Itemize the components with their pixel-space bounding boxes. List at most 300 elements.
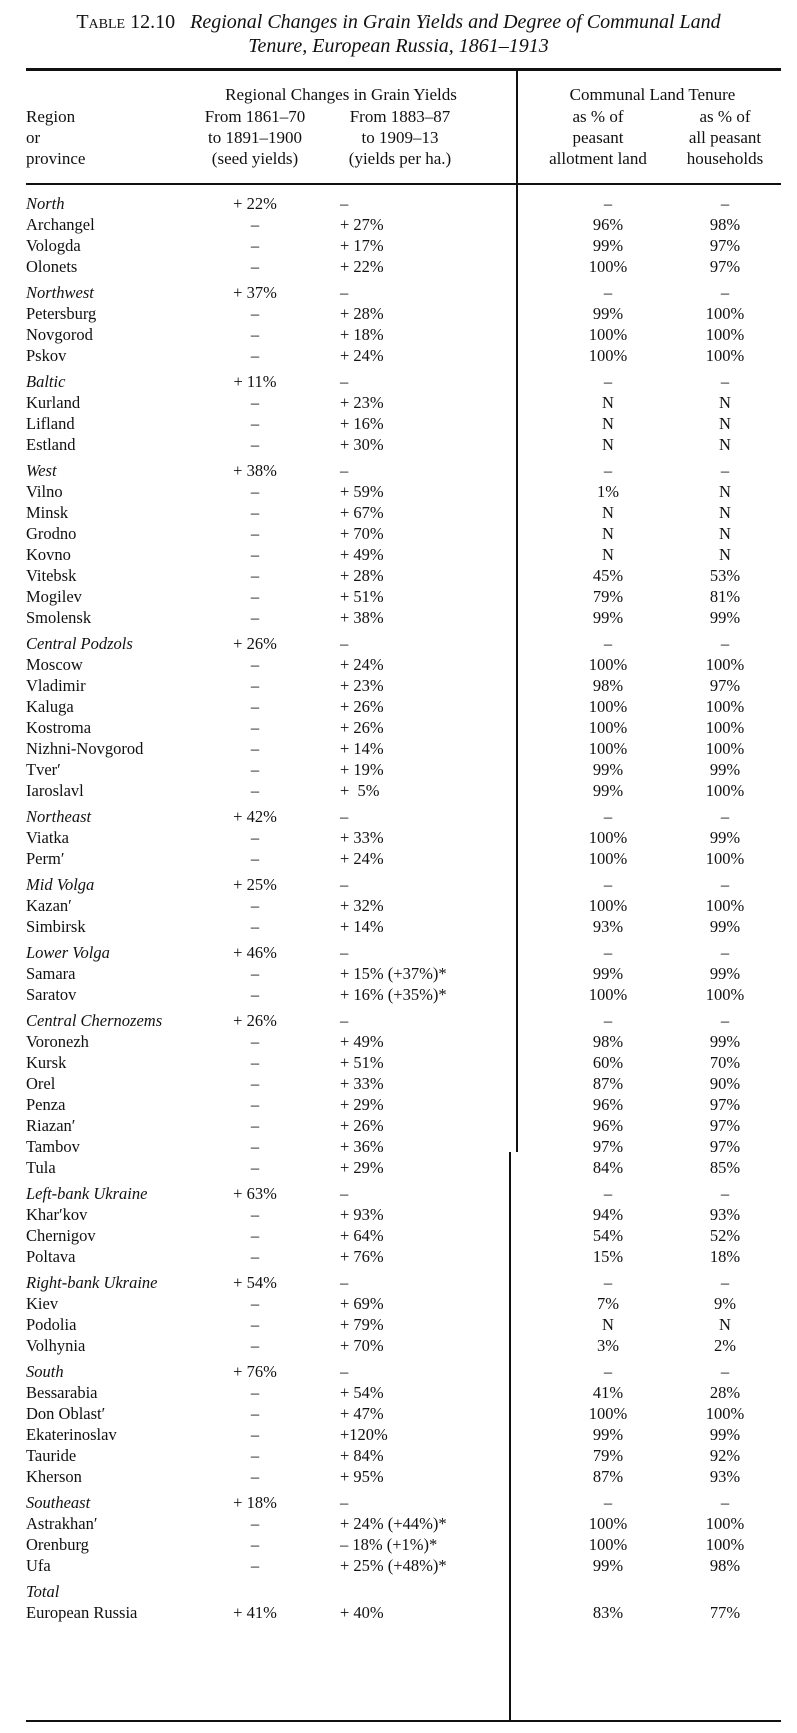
pct-land-cell: 7%	[597, 1294, 619, 1313]
yield-1883-cell: – 18% (+1%)*	[340, 1535, 438, 1554]
yield-1861-cell: + 42%	[233, 807, 277, 826]
pct-households-cell: N	[719, 524, 731, 543]
yield-1861-cell: –	[250, 304, 260, 323]
yield-1861-cell: –	[250, 1032, 260, 1051]
yield-1883-cell: –	[340, 194, 349, 213]
group-header-tenure: Communal Land Tenure	[569, 85, 736, 104]
yield-1861-cell: –	[250, 985, 260, 1004]
pct-land-cell: 96%	[592, 1095, 624, 1114]
yield-1861-cell: –	[250, 1315, 260, 1334]
yield-1883-cell: + 76%	[340, 1247, 384, 1266]
col-header-pct-households: as % of all peasant households	[686, 107, 764, 168]
pct-land-cell: 100%	[588, 1514, 628, 1533]
pct-households-cell: 100%	[705, 739, 745, 758]
pct-households-cell: N	[719, 435, 731, 454]
pct-households-cell: –	[720, 1362, 730, 1381]
yield-1883-cell: + 29%	[340, 1095, 384, 1114]
pct-households-cell: –	[720, 875, 730, 894]
yield-1861-cell: –	[250, 849, 260, 868]
row-name: Estland	[26, 435, 76, 454]
yield-1883-cell: + 27%	[340, 215, 384, 234]
yield-1883-cell: –	[340, 1493, 349, 1512]
row-name: Pskov	[26, 346, 67, 365]
pct-households-cell: 100%	[705, 1404, 745, 1423]
pct-land-cell: –	[603, 1184, 613, 1203]
region-group-row	[0, 1272, 797, 1293]
province-row	[0, 1246, 797, 1267]
pct-households-cell: 100%	[705, 1514, 745, 1533]
pct-households-cell: 99%	[709, 760, 741, 779]
yield-1861-cell: –	[250, 1053, 260, 1072]
yield-1861-cell: –	[250, 1535, 260, 1554]
pct-households-cell: –	[720, 807, 730, 826]
row-name: Tver′	[26, 760, 61, 779]
row-name: Orel	[26, 1074, 56, 1093]
yield-1861-cell: –	[250, 1294, 260, 1313]
row-name: Poltava	[26, 1247, 76, 1266]
row-name: Right-bank Ukraine	[26, 1273, 158, 1292]
yield-1883-cell: + 14%	[340, 739, 384, 758]
pct-land-cell: 99%	[592, 1556, 624, 1575]
yield-1861-cell: –	[250, 346, 260, 365]
province-row	[0, 1115, 797, 1136]
row-name: Smolensk	[26, 608, 92, 627]
pct-land-cell: N	[602, 503, 614, 522]
yield-1861-cell: –	[250, 964, 260, 983]
bottom-rule	[26, 1720, 781, 1722]
row-name: Penza	[26, 1095, 66, 1114]
pct-land-cell: –	[603, 1273, 613, 1292]
pct-households-cell: 100%	[705, 718, 745, 737]
yield-1883-cell: + 47%	[340, 1404, 384, 1423]
pct-land-cell: –	[603, 943, 613, 962]
row-name: Podolia	[26, 1315, 77, 1334]
row-name: Lifland	[26, 414, 75, 433]
pct-households-cell: –	[720, 283, 730, 302]
pct-households-cell: 53%	[709, 566, 741, 585]
province-row	[0, 1073, 797, 1094]
province-row	[0, 565, 797, 586]
yield-1861-cell: –	[250, 482, 260, 501]
yield-1861-cell: –	[250, 1404, 260, 1423]
province-row	[0, 759, 797, 780]
pct-land-cell: 96%	[592, 1116, 624, 1135]
yield-1883-cell: + 14%	[340, 917, 384, 936]
yield-1883-cell: + 26%	[340, 1116, 384, 1135]
pct-households-cell: 100%	[705, 325, 745, 344]
yield-1861-cell: –	[250, 1556, 260, 1575]
yield-1883-cell: + 33%	[340, 1074, 384, 1093]
province-row	[0, 413, 797, 434]
yield-1883-cell: + 33%	[340, 828, 384, 847]
yield-1883-cell: –	[340, 1011, 349, 1030]
province-row	[0, 1403, 797, 1424]
yield-1883-cell: + 26%	[340, 718, 384, 737]
yield-1883-cell: + 49%	[340, 545, 384, 564]
yield-1861-cell: –	[250, 257, 260, 276]
row-name: Volhynia	[26, 1336, 86, 1355]
row-name: Voronezh	[26, 1032, 89, 1051]
pct-land-cell: 1%	[597, 482, 619, 501]
pct-land-cell: 83%	[592, 1603, 624, 1622]
yield-1883-cell: + 5%	[340, 781, 380, 800]
col-header-yield-1883: From 1883–87 to 1909–13 (yields per ha.)	[348, 107, 452, 168]
pct-land-cell: 41%	[592, 1383, 624, 1402]
pct-land-cell: 98%	[592, 676, 624, 695]
province-row	[0, 392, 797, 413]
province-row	[0, 984, 797, 1005]
pct-land-cell: 100%	[588, 896, 628, 915]
pct-households-cell: 100%	[705, 697, 745, 716]
yield-1883-cell: + 29%	[340, 1158, 384, 1177]
pct-households-cell: 97%	[709, 1095, 741, 1114]
pct-land-cell: 100%	[588, 655, 628, 674]
pct-land-cell: 100%	[588, 346, 628, 365]
row-name: Left-bank Ukraine	[26, 1184, 148, 1203]
yield-1861-cell: –	[250, 1247, 260, 1266]
pct-households-cell: 98%	[709, 1556, 741, 1575]
row-name: Kursk	[26, 1053, 67, 1072]
yield-1861-cell: –	[250, 1095, 260, 1114]
pct-land-cell: 100%	[588, 325, 628, 344]
row-name: Novgorod	[26, 325, 93, 344]
pct-households-cell: 97%	[709, 676, 741, 695]
row-name: Total	[26, 1582, 60, 1601]
region-group-row	[0, 1361, 797, 1382]
row-name: Ekaterinoslav	[26, 1425, 117, 1444]
pct-households-cell: 93%	[709, 1205, 741, 1224]
yield-1883-cell: –	[340, 1273, 349, 1292]
pct-land-cell: 100%	[588, 828, 628, 847]
row-name: Vitebsk	[26, 566, 77, 585]
yield-1861-cell: + 63%	[233, 1184, 277, 1203]
pct-land-cell: N	[602, 1315, 614, 1334]
pct-land-cell: 96%	[592, 215, 624, 234]
province-row	[0, 916, 797, 937]
yield-1861-cell: –	[250, 1383, 260, 1402]
row-name: Northwest	[26, 283, 94, 302]
yield-1861-cell: + 26%	[233, 1011, 277, 1030]
row-name: Don Oblast′	[26, 1404, 106, 1423]
yield-1883-cell: + 24% (+44%)*	[340, 1514, 447, 1533]
yield-1883-cell: + 24%	[340, 849, 384, 868]
yield-1861-cell: –	[250, 655, 260, 674]
pct-households-cell: 77%	[709, 1603, 741, 1622]
pct-households-cell: 98%	[709, 215, 741, 234]
pct-land-cell: –	[603, 875, 613, 894]
row-name: Tauride	[26, 1446, 77, 1465]
region-group-row	[0, 942, 797, 963]
row-name: Northeast	[26, 807, 92, 826]
row-name: Ufa	[26, 1556, 51, 1575]
row-name: Southeast	[26, 1493, 91, 1512]
pct-households-cell: 28%	[709, 1383, 741, 1402]
pct-households-cell: 81%	[709, 587, 741, 606]
province-row	[0, 607, 797, 628]
province-row	[0, 1052, 797, 1073]
yield-1861-cell: + 37%	[233, 283, 277, 302]
province-row	[0, 1314, 797, 1335]
title-line-1: Regional Changes in Grain Yields and Degree of Communal Land	[190, 11, 721, 33]
yield-1861-cell: –	[250, 739, 260, 758]
region-group-row	[0, 1183, 797, 1204]
yield-1861-cell: –	[250, 215, 260, 234]
row-name: Archangel	[26, 215, 95, 234]
row-name: Kaluga	[26, 697, 74, 716]
province-row	[0, 1445, 797, 1466]
province-row	[0, 780, 797, 801]
yield-1861-cell: –	[250, 697, 260, 716]
yield-1883-cell: + 64%	[340, 1226, 384, 1245]
pct-land-cell: 100%	[588, 985, 628, 1004]
province-row	[0, 586, 797, 607]
pct-households-cell: N	[719, 1315, 731, 1334]
header-rule	[26, 183, 781, 185]
pct-households-cell: 97%	[709, 1137, 741, 1156]
province-row	[0, 1157, 797, 1178]
yield-1861-cell: –	[250, 1137, 260, 1156]
yield-1861-cell: –	[250, 545, 260, 564]
yield-1883-cell: –	[340, 634, 349, 653]
yield-1861-cell: –	[250, 587, 260, 606]
yield-1883-cell: + 16%	[340, 414, 384, 433]
yield-1883-cell: + 93%	[340, 1205, 384, 1224]
row-name: Chernigov	[26, 1226, 96, 1245]
row-name: Petersburg	[26, 304, 97, 323]
yield-1883-cell: + 51%	[340, 587, 384, 606]
yield-1883-cell: + 79%	[340, 1315, 384, 1334]
row-name: European Russia	[26, 1603, 138, 1622]
province-row	[0, 235, 797, 256]
row-name: North	[26, 194, 65, 213]
yield-1883-cell: + 70%	[340, 524, 384, 543]
row-name: Kherson	[26, 1467, 82, 1486]
yield-1883-cell: + 54%	[340, 1383, 384, 1402]
yield-1883-cell: + 25% (+48%)*	[340, 1556, 447, 1575]
yield-1883-cell: + 15% (+37%)*	[340, 964, 447, 983]
row-name: Mogilev	[26, 587, 82, 606]
pct-land-cell: 87%	[592, 1467, 624, 1486]
row-name: Astrakhan′	[26, 1514, 98, 1533]
row-name: Central Chernozems	[26, 1011, 163, 1030]
region-group-row	[0, 371, 797, 392]
pct-land-cell: 98%	[592, 1032, 624, 1051]
province-row	[0, 214, 797, 235]
row-name: Kurland	[26, 393, 81, 412]
yield-1861-cell: –	[250, 236, 260, 255]
province-row	[0, 848, 797, 869]
pct-land-cell: 99%	[592, 964, 624, 983]
province-row	[0, 696, 797, 717]
province-row	[0, 324, 797, 345]
yield-1883-cell: + 24%	[340, 346, 384, 365]
row-name: Olonets	[26, 257, 78, 276]
yield-1861-cell: –	[250, 828, 260, 847]
yield-1861-cell: + 18%	[233, 1493, 277, 1512]
row-name: Baltic	[26, 372, 66, 391]
pct-households-cell: 2%	[714, 1336, 736, 1355]
yield-1861-cell: + 46%	[233, 943, 277, 962]
yield-1861-cell: –	[250, 1446, 260, 1465]
yield-1861-cell: + 25%	[233, 875, 277, 894]
row-name: Vologda	[26, 236, 81, 255]
pct-households-cell: 100%	[705, 781, 745, 800]
yield-1883-cell: + 36%	[340, 1137, 384, 1156]
pct-households-cell: –	[720, 372, 730, 391]
pct-land-cell: N	[602, 545, 614, 564]
yield-1883-cell: + 23%	[340, 393, 384, 412]
yield-1861-cell: –	[250, 393, 260, 412]
pct-land-cell: 100%	[588, 257, 628, 276]
yield-1861-cell: –	[250, 718, 260, 737]
group-header-yields: Regional Changes in Grain Yields	[225, 85, 457, 104]
pct-land-cell: 94%	[592, 1205, 624, 1224]
yield-1883-cell: –	[340, 1184, 349, 1203]
province-row	[0, 434, 797, 455]
pct-households-cell: 100%	[705, 346, 745, 365]
yield-1861-cell: + 11%	[233, 372, 277, 391]
yield-1883-cell: + 51%	[340, 1053, 384, 1072]
province-row	[0, 1424, 797, 1445]
pct-households-cell: –	[720, 194, 730, 213]
yield-1861-cell: + 41%	[233, 1603, 277, 1622]
pct-households-cell: 99%	[709, 964, 741, 983]
yield-1883-cell: + 30%	[340, 435, 384, 454]
yield-1861-cell: –	[250, 414, 260, 433]
yield-1861-cell: –	[250, 781, 260, 800]
pct-households-cell: 85%	[709, 1158, 741, 1177]
pct-households-cell: N	[719, 393, 731, 412]
province-row	[0, 654, 797, 675]
row-name: Grodno	[26, 524, 77, 543]
yield-1861-cell: –	[250, 676, 260, 695]
province-row	[0, 1204, 797, 1225]
pct-land-cell: 100%	[588, 849, 628, 868]
yield-1861-cell: + 38%	[233, 461, 277, 480]
pct-households-cell: 18%	[709, 1247, 741, 1266]
pct-households-cell: 70%	[709, 1053, 741, 1072]
yield-1883-cell: –	[340, 875, 349, 894]
yield-1861-cell: –	[250, 325, 260, 344]
pct-households-cell: N	[719, 414, 731, 433]
pct-land-cell: –	[603, 807, 613, 826]
col-header-yield-1861: From 1861–70 to 1891–1900 (seed yields)	[204, 107, 306, 168]
yield-1883-cell: + 24%	[340, 655, 384, 674]
row-name: Bessarabia	[26, 1383, 98, 1402]
province-row	[0, 502, 797, 523]
province-row	[0, 1534, 797, 1555]
province-row	[0, 1466, 797, 1487]
yield-1883-cell: + 17%	[340, 236, 384, 255]
row-name: Moscow	[26, 655, 83, 674]
pct-land-cell: N	[602, 524, 614, 543]
row-name: Nizhni-Novgorod	[26, 739, 144, 758]
yield-1861-cell: + 76%	[233, 1362, 277, 1381]
pct-land-cell: 54%	[592, 1226, 624, 1245]
pct-land-cell: 99%	[592, 1425, 624, 1444]
table-label: Table 12.10	[76, 11, 176, 33]
pct-land-cell: 79%	[592, 1446, 624, 1465]
yield-1883-cell: + 49%	[340, 1032, 384, 1051]
yield-1883-cell: –	[340, 461, 349, 480]
yield-1861-cell: –	[250, 1074, 260, 1093]
pct-land-cell: 99%	[592, 760, 624, 779]
province-row	[0, 1382, 797, 1403]
pct-households-cell: 52%	[709, 1226, 741, 1245]
yield-1883-cell: –	[340, 372, 349, 391]
pct-land-cell: 99%	[592, 608, 624, 627]
pct-land-cell: 99%	[592, 781, 624, 800]
pct-households-cell: –	[720, 1493, 730, 1512]
pct-land-cell: N	[602, 393, 614, 412]
region-group-row	[0, 806, 797, 827]
row-name: Vilno	[26, 482, 63, 501]
pct-land-cell: N	[602, 414, 614, 433]
region-group-row	[0, 1492, 797, 1513]
province-row	[0, 1293, 797, 1314]
yield-1883-cell: + 67%	[340, 503, 384, 522]
pct-land-cell: 93%	[592, 917, 624, 936]
pct-land-cell: –	[603, 372, 613, 391]
pct-households-cell: 99%	[709, 828, 741, 847]
pct-land-cell: 100%	[588, 1535, 628, 1554]
pct-land-cell: –	[603, 1362, 613, 1381]
region-group-row	[0, 193, 797, 214]
pct-households-cell: 100%	[705, 985, 745, 1004]
col-header-region: Region or province	[26, 107, 86, 168]
province-row	[0, 1335, 797, 1356]
yield-1883-cell: + 22%	[340, 257, 384, 276]
yield-1861-cell: –	[250, 760, 260, 779]
pct-households-cell: 100%	[705, 849, 745, 868]
pct-households-cell: –	[720, 943, 730, 962]
yield-1883-cell: + 26%	[340, 697, 384, 716]
pct-land-cell: 99%	[592, 236, 624, 255]
pct-households-cell: 100%	[705, 655, 745, 674]
row-name: Iaroslavl	[26, 781, 84, 800]
province-row	[0, 895, 797, 916]
row-name: Perm′	[26, 849, 65, 868]
pct-land-cell: 3%	[597, 1336, 619, 1355]
row-name: Tambov	[26, 1137, 80, 1156]
yield-1861-cell: + 26%	[233, 634, 277, 653]
yield-1861-cell: –	[250, 1158, 260, 1177]
province-row	[0, 1513, 797, 1534]
pct-households-cell: 99%	[709, 608, 741, 627]
pct-households-cell: 97%	[709, 257, 741, 276]
yield-1883-cell: + 19%	[340, 760, 384, 779]
yield-1883-cell: –	[340, 807, 349, 826]
province-row	[0, 1094, 797, 1115]
pct-households-cell: 100%	[705, 304, 745, 323]
region-group-row	[0, 1010, 797, 1031]
pct-land-cell: 97%	[592, 1137, 624, 1156]
pct-households-cell: 99%	[709, 917, 741, 936]
yield-1861-cell: –	[250, 524, 260, 543]
yield-1861-cell: –	[250, 1205, 260, 1224]
yield-1883-cell: –	[340, 1362, 349, 1381]
pct-households-cell: 99%	[709, 1425, 741, 1444]
row-name: Samara	[26, 964, 76, 983]
yield-1861-cell: –	[250, 503, 260, 522]
province-row	[0, 256, 797, 277]
yield-1861-cell: –	[250, 896, 260, 915]
yield-1883-cell: + 84%	[340, 1446, 384, 1465]
yield-1883-cell: –	[340, 943, 349, 962]
col-header-pct-land: as % of peasant allotment land	[549, 107, 647, 168]
row-name: Viatka	[26, 828, 69, 847]
row-name: Kostroma	[26, 718, 92, 737]
